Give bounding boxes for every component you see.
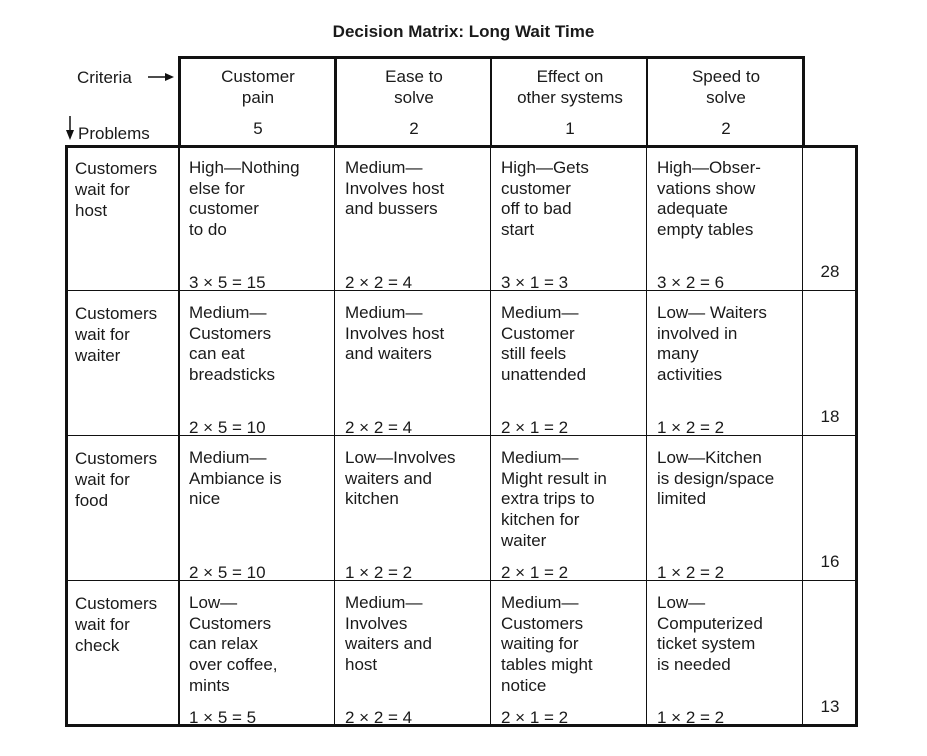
cell-description: Medium— Customers waiting for tables might notice — [501, 593, 593, 695]
cell-description: Medium— Might result in extra trips to kitchen for waiter — [501, 448, 607, 550]
cell-description: Low— Customers can relax over coffee, mints — [189, 593, 278, 695]
cell-description: Low—Kitchen is design/space limited — [657, 448, 775, 509]
cell-score: 2 × 1 = 2 — [501, 708, 569, 728]
matrix-cell — [657, 448, 803, 584]
cell-score: 1 × 5 = 5 — [189, 708, 257, 728]
cell-description: High—Nothing else for customer to do — [189, 158, 300, 240]
matrix-cell — [345, 303, 491, 439]
criterion-weight: 2 — [721, 119, 731, 138]
problem-label: Customers wait for host — [75, 159, 158, 220]
matrix-cell — [657, 303, 803, 439]
criterion-weight: 5 — [253, 119, 263, 138]
matrix-cell — [657, 593, 803, 729]
criterion-weight: 1 — [565, 119, 575, 138]
cell-score: 1 × 2 = 2 — [345, 563, 413, 583]
matrix-cell — [345, 593, 491, 729]
cell-score: 2 × 5 = 10 — [189, 563, 266, 583]
cell-score: 3 × 2 = 6 — [657, 273, 725, 293]
cell-description: Medium— Ambiance is nice — [189, 448, 282, 509]
cell-score: 1 × 2 = 2 — [657, 418, 725, 438]
criterion-name: Effect on other systems — [517, 67, 623, 107]
cell-score: 2 × 5 = 10 — [189, 418, 266, 438]
cell-score: 1 × 2 = 2 — [657, 563, 725, 583]
cell-description: Medium— Customers can eat breadsticks — [189, 303, 275, 385]
cell-description: Medium— Customer still feels unattended — [501, 303, 587, 385]
matrix-cell — [501, 158, 647, 294]
row-total: 28 — [820, 262, 840, 281]
arrow-down-icon — [65, 116, 75, 140]
matrix-cell — [501, 303, 647, 439]
matrix-cell — [189, 448, 335, 584]
criterion-effect-on-other-systems — [492, 56, 648, 146]
row-total: 16 — [820, 552, 840, 571]
cell-description: High—Gets customer off to bad start — [501, 158, 589, 240]
criterion-ease-to-solve — [336, 56, 492, 146]
cell-description: Medium— Involves host and bussers — [345, 158, 445, 219]
problem-label: Customers wait for check — [75, 594, 158, 655]
cell-score: 2 × 1 = 2 — [501, 563, 569, 583]
cell-description: Low— Waiters involved in many activities — [657, 303, 767, 385]
matrix-cell — [345, 448, 491, 584]
matrix-cell — [501, 593, 647, 729]
criterion-customer-pain — [180, 56, 336, 146]
cell-score: 3 × 1 = 3 — [501, 273, 569, 293]
cell-score: 2 × 2 = 4 — [345, 418, 413, 438]
criterion-weight: 2 — [409, 119, 419, 138]
cell-description: Low— Computerized ticket system is needed — [657, 593, 763, 675]
page-title: Decision Matrix: Long Wait Time — [332, 22, 595, 41]
row-total: 18 — [820, 407, 840, 426]
problem-label: Customers wait for waiter — [75, 304, 158, 365]
criteria-label: Criteria — [77, 68, 132, 87]
criterion-name: Ease to solve — [385, 67, 443, 107]
criterion-speed-to-solve — [648, 56, 804, 146]
cell-score: 2 × 2 = 4 — [345, 273, 413, 293]
cell-score: 2 × 2 = 4 — [345, 708, 413, 728]
matrix-cell — [345, 158, 491, 294]
cell-description: High—Obser- vations show adequate empty tables — [657, 158, 761, 240]
problem-label: Customers wait for food — [75, 449, 158, 510]
arrow-right-icon — [148, 69, 174, 85]
criterion-name: Speed to solve — [691, 67, 761, 107]
matrix-cell — [501, 448, 647, 584]
cell-description: Medium— Involves host and waiters — [345, 303, 445, 364]
criterion-name: Customer pain — [221, 67, 295, 107]
matrix-cell — [189, 593, 335, 729]
matrix-cell — [189, 158, 335, 294]
cell-description: Low—Involves waiters and kitchen — [345, 448, 456, 509]
matrix-cell — [189, 303, 335, 439]
matrix-cell — [657, 158, 803, 294]
row-total: 13 — [820, 697, 840, 716]
problems-label: Problems — [78, 124, 150, 143]
cell-score: 2 × 1 = 2 — [501, 418, 569, 438]
cell-score: 1 × 2 = 2 — [657, 708, 725, 728]
cell-score: 3 × 5 = 15 — [189, 273, 266, 293]
cell-description: Medium— Involves waiters and host — [345, 593, 432, 675]
